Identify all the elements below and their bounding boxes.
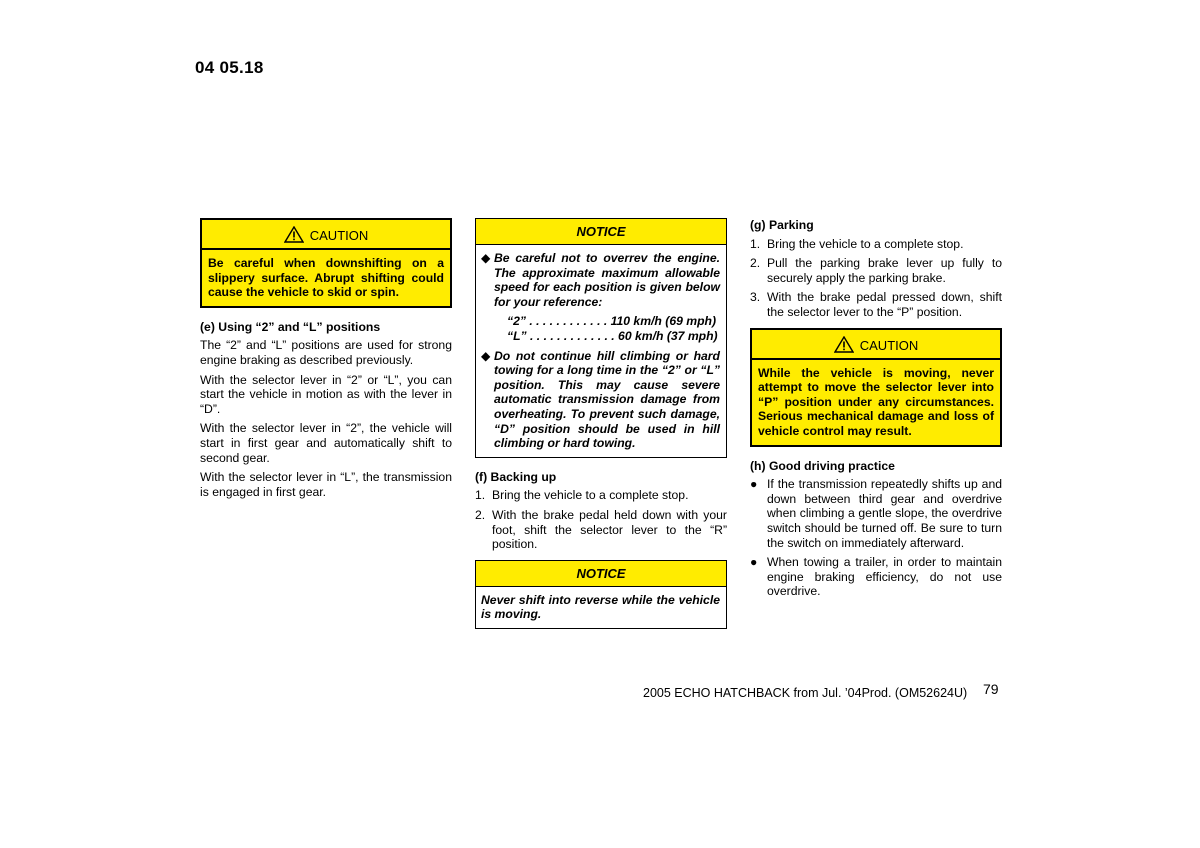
step-item: 3. With the brake pedal pressed down, shift the selector lever to the “P” position. [750, 290, 1002, 319]
section-title-good-driving: (h) Good driving practice [750, 458, 895, 473]
bullet-dot-icon: ● [750, 477, 758, 492]
document-date: 04 05.18 [195, 58, 264, 77]
warning-triangle-icon [834, 336, 854, 353]
diamond-bullet-icon: ◆ [481, 251, 491, 265]
step-item: 1. Bring the vehicle to a complete stop. [475, 488, 689, 503]
caution-title: CAUTION [859, 337, 919, 353]
notice-item: ◆ Be careful not to overrev the engine. The approximate maximum allowable speed for each position is given below for your reference: [481, 251, 720, 309]
caution-header [202, 220, 450, 250]
step-item: 2. With the brake pedal held down with your foot, shift the selector lever to the “R” position. [475, 507, 727, 552]
speed-limit-2: “2” . . . . . . . . . . . . 110 km/h (69 mph) [507, 314, 717, 329]
paragraph: The “2” and “L” positions are used for strong engine braking as described previously. [200, 338, 452, 367]
section-title-parking: (g) Parking [750, 218, 814, 232]
section-title-using-2-l: (e) Using “2” and “L” positions [200, 319, 381, 334]
diamond-bullet-icon: ◆ [481, 348, 491, 363]
caution-header [752, 330, 1000, 360]
notice-header: NOTICE [476, 219, 726, 245]
notice-header: NOTICE [476, 561, 726, 587]
bullet-dot-icon: ● [750, 555, 758, 570]
speed-limit-l: “L” . . . . . . . . . . . . . 60 km/h (37 mph) [507, 328, 718, 343]
notice-box-reverse [475, 560, 727, 629]
caution-text: Be careful when downshifting on a slippery surface. Abrupt shifting could cause the vehicle to skid or spin. [202, 250, 450, 306]
caution-box-park-moving [750, 328, 1002, 447]
step-item: 1. Bring the vehicle to a complete stop. [750, 236, 964, 251]
paragraph: With the selector lever in “2” or “L”, you can start the vehicle in motion as with the lever in “D”. [200, 372, 452, 416]
step-item: 2. Pull the parking brake lever up fully to securely apply the parking brake. [750, 256, 1002, 285]
notice-item: ◆ Do not continue hill climbing or hard towing for a long time in the “2” or “L” position. This may cause severe automatic transmission damage from overheating. To prevent such damage, “D” position should be used in hill climbing or hard towing. [481, 348, 720, 451]
caution-box-downshifting [200, 218, 452, 308]
footer-model-text: 2005 ECHO HATCHBACK from Jul. ’04Prod. (OM52624U) [643, 686, 968, 700]
notice-box-overrev [475, 218, 727, 458]
column-right [750, 218, 1002, 604]
paragraph: With the selector lever in “2”, the vehicle will start in first gear and automatically shift to second gear. [200, 421, 452, 465]
notice-text: Never shift into reverse while the vehicle is moving. [476, 587, 726, 628]
caution-title: CAUTION [309, 228, 369, 243]
column-left [200, 218, 452, 504]
bullet-item: ● When towing a trailer, in order to maintain engine braking efficiency, do not use overdrive. [750, 555, 1002, 599]
caution-text: While the vehicle is moving, never attempt to move the selector lever into “P” position under any circumstances. Serious mechanical damage and loss of vehicle control may result. [752, 360, 1000, 445]
column-middle [475, 218, 727, 641]
notice-body [476, 245, 726, 457]
section-title-backing-up: (f) Backing up [475, 469, 557, 484]
paragraph: With the selector lever in “L”, the transmission is engaged in first gear. [200, 470, 452, 499]
warning-triangle-icon [284, 226, 304, 243]
bullet-item: ● If the transmission repeatedly shifts up and down between third gear and overdrive when climbing a gentle slope, the overdrive switch should be turned off. Be sure to turn the switch on immediately afterward. [750, 477, 1002, 550]
page-number: 79 [983, 681, 999, 697]
